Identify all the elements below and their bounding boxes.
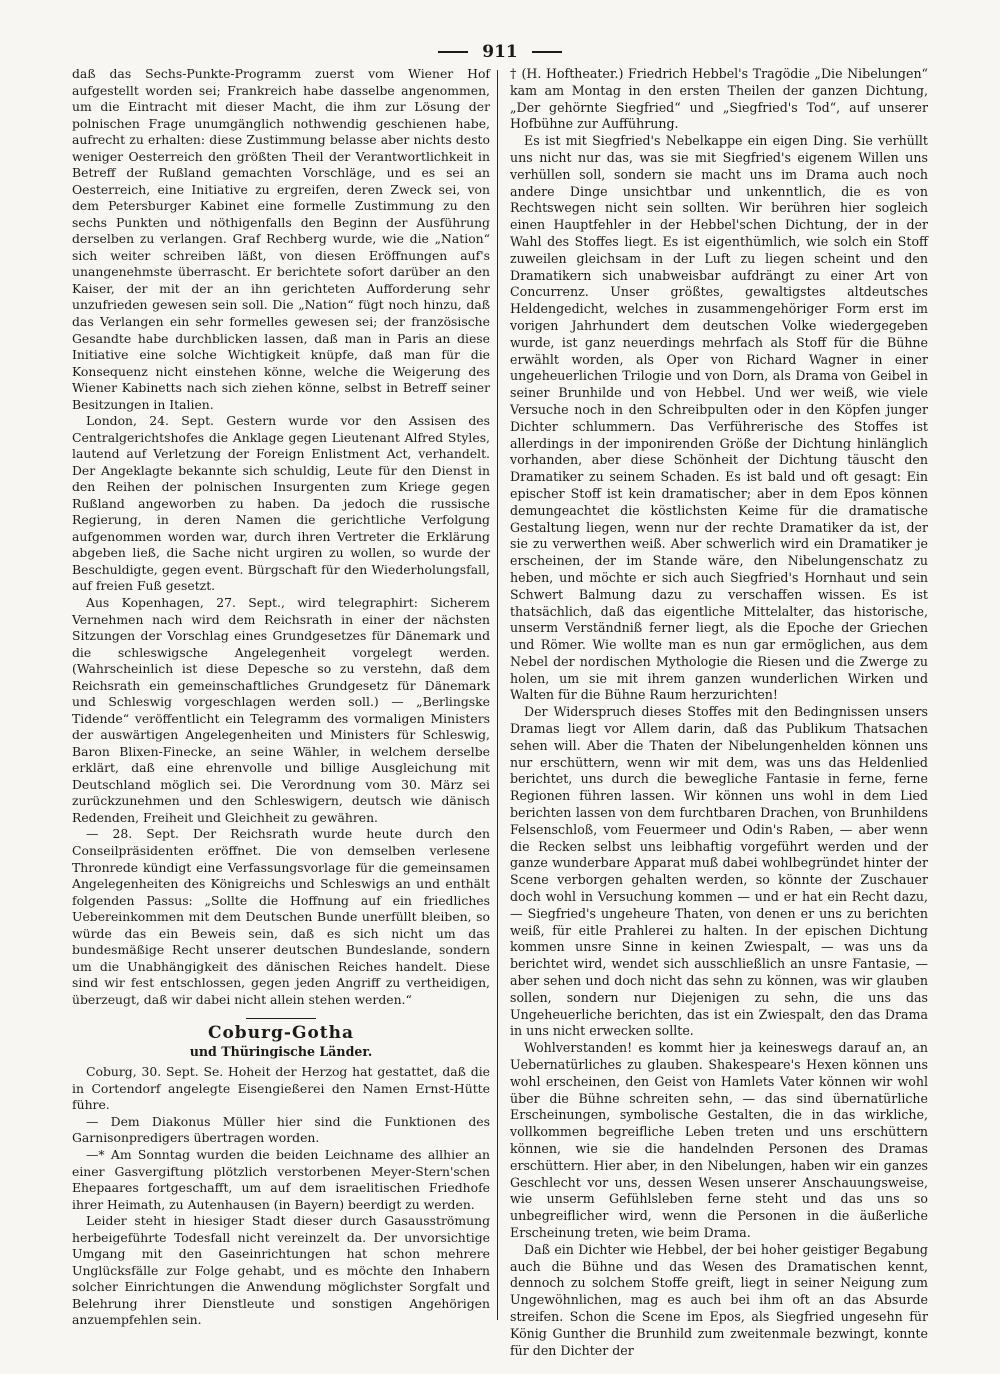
reichsrath-news-paragraph: — 28. Sept. Der Reichsrath wurde heute durch den Conseilpräsidenten eröffnet. Die von demselben verlesene Thronrede kündigt eine Verfassungsvorlage für die gemeinsamen Angelegenheiten des Königreichs und Schleswigs an und enthält folgenden Passus: „Sollte die Hoffnung auf ein friedliches Uebereinkommen mit dem Deutschen Bunde unerfüllt bleiben, so würde das ein Beweis sein, daß es sich nicht um das bundesmäßige Recht unserer deutschen Bundeslande, sondern um die Unabhängigkeit des dänischen Reiches handelt. Diese sind wir fest entschlossen, gegen jeden Angriff zu vertheidigen, überzeugt, daß wir dabei nicht allein stehen werden.“ (72, 826, 490, 1007)
page-number: 911 (482, 42, 518, 62)
theatre-review-paragraph: Wohlverstanden! es kommt hier ja keineswegs darauf an, an Uebernatürliches zu glauben. Shakespeare's Hexen können uns wohl erscheinen, den Geist von Hamlets Vater können wir wohl über die Bühne schreiten sehn, — das sind übernatürliche Erscheinungen, symbolische Gestalten, die in das wirkliche, vollkommen begreifliche Leben treten und uns erschüttern können, wie sie die handelnden Personen des Dramas erschüttern. Hier aber, in den Nibelungen, haben wir ein ganzes Geschlecht vor uns, dessen Wesen unserer Anschauungsweise, wie unserm Gefühlsleben ferne steht und das uns so unbegreiflicher wird, wenn die Personen in die äußerliche Erscheinung treten, wie beim Drama. (510, 1040, 928, 1240)
right-column (510, 66, 928, 1359)
coburg-news-paragraph: Coburg, 30. Sept. Se. Hoheit der Herzog hat gestattet, daß die in Cortendorf angelegte Eisengießerei den Namen Ernst-Hütte führe. (72, 1064, 490, 1113)
left-column (72, 66, 490, 1329)
page-number-header (0, 42, 1000, 62)
section-subtitle: und Thüringische Länder. (189, 1043, 373, 1059)
header-dash-left (438, 51, 468, 53)
article-continuation-paragraph: daß das Sechs-Punkte-Programm zuerst vom Wiener Hof aufgestellt worden sei; Frankreich habe dasselbe angenommen, um die Eintracht mit dieser Macht, die ihm zur Lösung der polnischen Frage unumgänglich nothwendig geschienen habe, aufrecht zu erhalten: diese Zustimmung belasse aber nichts desto weniger Oesterreich den größten Theil der Verantwortlichkeit in Betreff der Rußland gemachten Vorschläge, und es sei an Oesterreich, eine Initiative zu ergreifen, deren Zweck sei, von dem Petersburger Kabinet eine formelle Zustimmung zu den sechs Punkten und nöthigenfalls den Beginn der Ausführung derselben zu verlangen. Graf Rechberg wurde, wie die „Nation“ sich weiter schreiben läßt, von diesen Eröffnungen auf's unangenehmste überrascht. Er berichtete sofort darüber an den Kaiser, der mit der an ihn gerichteten Aufforderung sehr unzufrieden gewesen sein soll. Die „Nation“ fügt noch hinzu, daß das Verlangen ein sehr formelles gewesen sei; der französische Gesandte habe durchblicken lassen, daß man in Paris an diese Initiative eine solche Wichtigkeit knüpfe, daß man für die Konsequenz nicht einstehen könne, welche die Weigerung des Wiener Kabinetts nach sich ziehen könne, selbst in Betreff seiner Besitzungen in Italien. (72, 66, 490, 412)
section-title: Coburg-Gotha (207, 1023, 355, 1044)
theatre-review-paragraph: Daß ein Dichter wie Hebbel, der bei hoher geistiger Begabung auch die Bühne und das Wesen des Dramatischen kennt, dennoch zu solchem Stoffe greift, liegt in seiner Neigung zum Ungewöhnlichen, mag es auch bei ihm oft an das Absurde streifen. Schon die Scene im Epos, als Siegfried ungesehn für König Gunther die Brunhild zum zweitenmale bezwingt, konnte für den Dichter der (510, 1241, 928, 1358)
london-news-paragraph: London, 24. Sept. Gestern wurde vor den Assisen des Centralgerichtshofes die Anklage gegen Lieutenant Alfred Styles, lautend auf Verletzung der Foreign Enlistment Act, verhandelt. Der Angeklagte bekannte sich schuldig, Leute für den Dienst in den Reihen der polnischen Insurgenten zum Kriege gegen Rußland angeworben zu haben. Da jedoch die russische Regierung, in deren Namen die gerichtliche Verfolgung aufgenommen worden war, durch ihren Vertreter die Erklärung abgeben ließ, die Sache nicht urgiren zu wollen, so wurde der Beschuldigte, gegen event. Bürgschaft für den Wiederholungsfall, auf freien Fuß gesetzt. (72, 413, 490, 594)
theatre-review-paragraph: Der Widerspruch dieses Stoffes mit den Bedingnissen unsers Dramas liegt vor Allem darin, daß das Publikum Thatsachen sehen will. Aber die Thaten der Nibelungenhelden können uns nur erschüttern, wenn wir mit dem, was uns das Heldenlied berichtet, uns durch die bewegliche Fantasie in ferne, ferne Regionen führen lassen. Wir können uns wohl in dem Lied berichten lassen von dem furchtbaren Drachen, von Brunhildens Felsenschloß, vom Feuermeer und Odin's Raben, — aber wenn die Recken selbst uns leibhaftig vorgeführt werden und der ganze wunderbare Apparat muß dabei wohlbegründet hinter der Scene verborgen gehalten werden, so könnte der Zuschauer doch wohl in Versuchung kommen — und er hat ein Recht dazu, — Siegfried's ungeheure Thaten, von denen er uns zu berichten weiß, für eitle Prahlerei zu halten. In der epischen Dichtung kommen unsre Sinne in keinen Zwiespalt, — was uns da berichtet wird, wendet sich ausschließlich an unsre Fantasie, — aber sehen und doch nicht das sehn zu können, was wir glauben sollen, sondern nur Diejenigen zu sehn, die uns das Ungeheuerliche berichten, das ist ein Zwiespalt, den das Drama in uns nicht erwecken sollte. (510, 704, 928, 1039)
gas-poisoning-news-paragraph: —* Am Sonntag wurden die beiden Leichname des allhier an einer Gasvergiftung plötzlich verstorbenen Meyer-Stern'schen Ehepaares fortgeschafft, um auf dem israelitischen Friedhofe ihrer Heimath, zu Autenhausen (in Bayern) beerdigt zu werden. (72, 1147, 490, 1212)
theatre-review-paragraph: Es ist mit Siegfried's Nebelkappe ein eigen Ding. Sie verhüllt uns nicht nur das, was sie mit Siegfried's eigenem Willen uns verhüllen soll, sondern sie macht uns im Drama auch noch andere Dinge unsichtbar und unkenntlich, die es von Rechtswegen nicht sein sollten. Wir berühren hier sogleich einen Hauptfehler in der Hebbel'schen Dichtung, der in der Wahl des Stoffes liegt. Es ist eigenthümlich, wie solch ein Stoff zuweilen gleichsam in der Luft zu liegen scheint und den Dramatikern sich unabweisbar aufdrängt zu einer Art von Concurrenz. Unser größtes, gewaltigstes altdeutsches Heldengedicht, welches in zusammengehöriger Form erst im vorigen Jahrhundert dem deutschen Volke wiedergegeben wurde, ist ganz neuerdings mehrfach als Stoff für die Bühne erwählt worden, als Oper von Richard Wagner in einer ungeheuerlichen Trilogie und von Dorn, als Drama von Geibel in seiner Brunhilde und von Hebbel. Und wer weiß, wie viele Versuche noch in den Schreibpulten oder in den Köpfen junger Dichter schlummern. Das Verführerische des Stoffes ist allerdings in der imponirenden Größe der Dichtung hinlänglich vorhanden, aber diese Schönheit der Dichtung täuscht den Dramatiker zu seinem Schaden. Es ist bald und oft gesagt: Ein epischer Stoff ist kein dramatischer; aber in dem Epos können demungeachtet die köstlichsten Keime für die dramatische Gestaltung liegen, wenn nur der rechte Dramatiker da ist, der sie zu verwerthen weiß. Aber schwerlich wird ein Dramatiker je erscheinen, der im Stande wäre, den Nibelungenschatz zu heben, und möchte er sich auch Siegfried's Hornhaut und sein Schwert Balmung dazu zu verschaffen wissen. Es ist thatsächlich, daß das eigentliche Mittelalter, das historische, unserm Verständniß ferner liegt, als die Epoche der Griechen und Römer. Wie wollte man es nun gar ermöglichen, aus dem Nebel der nordischen Mythologie die Riesen und die Zwerge zu holen, um sie mit ihrem ganzen wunderlichen Wirken und Walten für die Bühne Raum herzurichten! (510, 133, 928, 703)
copenhagen-news-paragraph: Aus Kopenhagen, 27. Sept., wird telegraphirt: Sicherem Vernehmen nach wird dem Reichsrath in einer der nächsten Sitzungen der Vorschlag eines Grundgesetzes für Dänemark und die schleswigsche Angelegenheit vorgelegt werden. (Wahrscheinlich ist diese Depesche so zu verstehn, daß dem Reichsrath ein gemeinschaftliches Grundgesetz für Dänemark und Schleswig vorgeschlagen werden soll.) — „Berlingske Tidende“ veröffentlicht ein Telegramm des vormaligen Ministers der auswärtigen Angelegenheiten und Ministers für Schleswig, Baron Blixen-Finecke, an seine Wähler, in welchem derselbe erklärt, daß eine ehrenvolle und billige Ausgleichung mit Deutschland möglich sei. Die Verordnung vom 30. März sei zurückzunehmen und den Schleswigern, deutsch wie dänisch Redenden, Freiheit und Gleichheit zu gewähren. (72, 595, 490, 825)
column-divider (497, 70, 498, 1320)
theatre-review-intro: † (H. Hoftheater.) Friedrich Hebbel's Tragödie „Die Nibelungen“ kam am Montag in den ersten Theilen der ganzen Dichtung, „Der gehörnte Siegfried“ und „Siegfried's Tod“, auf unserer Hofbühne zur Aufführung. (510, 66, 928, 132)
section-divider (246, 1018, 316, 1019)
header-dash-right (532, 51, 562, 53)
diakonus-news-paragraph: — Dem Diakonus Müller hier sind die Funktionen des Garnisonpredigers übertragen worden. (72, 1113, 490, 1146)
gas-warning-paragraph: Leider steht in hiesiger Stadt dieser durch Gasausströmung herbeigeführte Todesfall nicht vereinzelt da. Der unvorsichtige Umgang mit den Gaseinrichtungen hat schon mehrere Unglücksfälle zur Folge gehabt, und es möchte den Inhabern solcher Einrichtungen die Anwendung möglichster Sorgfalt und Belehrung ihrer Dienstleute und sonstigen Angehörigen anzuempfehlen sein. (72, 1213, 490, 1328)
